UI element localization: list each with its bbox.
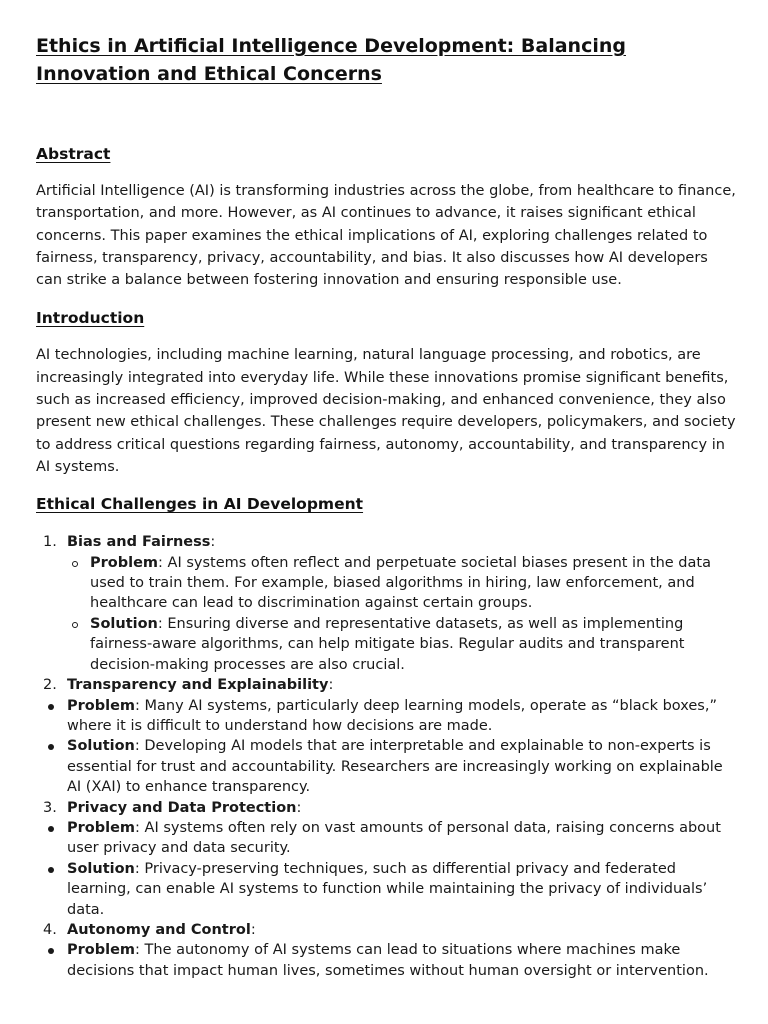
point-label: Problem bbox=[67, 942, 136, 959]
bullet-icon bbox=[48, 744, 54, 750]
abstract-text: Artificial Intelligence (AI) is transforming industries across the globe, from healthcare to finance, transportation, and more. However, as AI continues to advance, it raises significant ethical concerns. This paper examines the ethical implications of AI, exploring challenges related to fairness, transparency, privacy, accountability, and bias. It also discusses how AI developers can strike a balance between fostering innovation and ensuring responsible use. bbox=[36, 183, 736, 289]
bullet-point bbox=[36, 859, 736, 920]
bullet-icon bbox=[48, 704, 54, 710]
sub-point bbox=[36, 614, 736, 675]
point-label: Solution bbox=[67, 738, 135, 755]
point-label: Problem bbox=[67, 819, 136, 836]
point-text: : Many AI systems, particularly deep learning models, operate as “black boxes,” where it is difficult to understand how decisions are made. bbox=[67, 697, 717, 734]
bullet-point bbox=[36, 818, 736, 859]
hollow-bullet-icon bbox=[72, 622, 78, 628]
challenge-item: 1. Bias and Fairness: bbox=[36, 532, 736, 552]
challenges-list bbox=[36, 532, 736, 981]
point-text: : AI systems often reflect and perpetuate societal biases present in the data used to train them. For example, biased algorithms in hiring, law enforcement, and healthcare can lead to discrimination against certain groups. bbox=[90, 554, 711, 612]
item-number: 1. bbox=[43, 534, 57, 551]
item-title: Transparency and Explainability bbox=[67, 677, 329, 694]
bullet-point bbox=[36, 736, 736, 797]
point-label: Problem bbox=[67, 697, 136, 714]
item-title: Bias and Fairness bbox=[67, 534, 211, 551]
bullet-icon bbox=[48, 867, 54, 873]
item-number: 4. bbox=[43, 921, 57, 938]
challenge-item: 2. Transparency and Explainability: bbox=[36, 675, 736, 695]
point-text: : Ensuring diverse and representative datasets, as well as implementing fairness-aware algorithms, can help mitigate bias. Regular audits and transparent decision-making processes are also crucial. bbox=[90, 615, 685, 673]
item-number: 2. bbox=[43, 677, 57, 694]
bullet-icon bbox=[48, 948, 54, 954]
item-title: Privacy and Data Protection bbox=[67, 799, 297, 816]
point-text: : Developing AI models that are interpretable and explainable to non-experts is essential for trust and accountability. Researchers are increasingly working on explainable AI (XAI) to enhance transparency. bbox=[67, 738, 723, 796]
item-number: 3. bbox=[43, 799, 57, 816]
abstract-heading: Abstract bbox=[36, 145, 111, 163]
point-label: Solution bbox=[90, 615, 158, 632]
sub-point bbox=[36, 553, 736, 614]
challenge-item: 3. Privacy and Data Protection: bbox=[36, 798, 736, 818]
item-title: Autonomy and Control bbox=[67, 921, 251, 938]
hollow-bullet-icon bbox=[72, 561, 78, 567]
introduction-heading: Introduction bbox=[36, 309, 145, 328]
challenge-item: 4. Autonomy and Control: bbox=[36, 920, 736, 940]
point-text: : Privacy-preserving techniques, such as differential privacy and federated learning, can enable AI systems to function while maintaining the privacy of individuals’ data. bbox=[67, 860, 708, 918]
challenges-heading: Ethical Challenges in AI Development bbox=[36, 495, 364, 514]
point-text: : AI systems often rely on vast amounts of personal data, raising concerns about user privacy and data security. bbox=[67, 819, 721, 857]
bullet-icon bbox=[48, 826, 54, 832]
introduction-text: AI technologies, including machine learning, natural language processing, and robotics, are increasingly integrated into everyday life. While these innovations promise significant benefits, such as increased efficiency, improved decision-making, and enhanced convenience, they also present new ethical challenges. These challenges require developers, policymakers, and society to address critical questions regarding fairness, autonomy, accountability, and transparency in AI systems. bbox=[36, 347, 736, 475]
point-label: Problem bbox=[90, 554, 159, 571]
point-text: : The autonomy of AI systems can lead to situations where machines make decisions that impact human lives, sometimes without human oversight or intervention. bbox=[67, 942, 709, 979]
point-label: Solution bbox=[67, 860, 135, 877]
bullet-point bbox=[36, 940, 736, 981]
document-page bbox=[36, 32, 736, 981]
document-title: Ethics in Artificial Intelligence Development: Balancing Innovation and Ethical Concerns bbox=[36, 35, 626, 85]
bullet-point bbox=[36, 696, 736, 737]
